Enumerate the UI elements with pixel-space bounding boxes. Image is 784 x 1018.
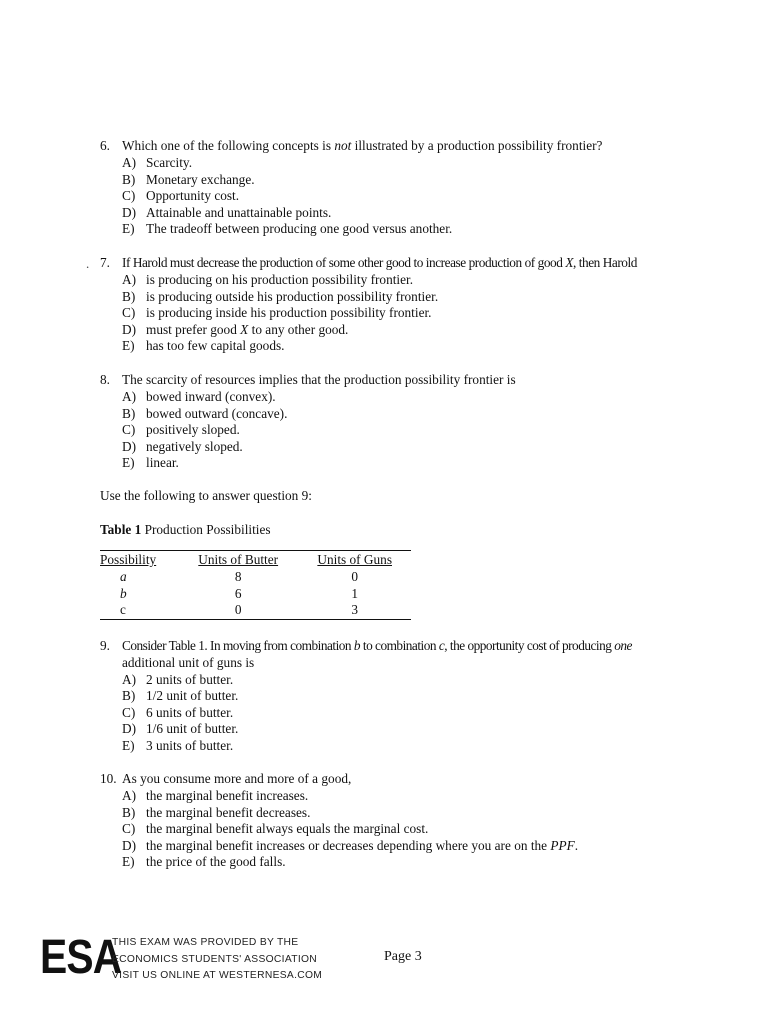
header-guns: Units of Guns (317, 552, 392, 567)
table-row (100, 569, 411, 586)
option-a: A) is producing on his production possibility frontier. (122, 272, 414, 287)
question-text: Consider Table 1. In moving from combination b to combination c, the opportunity cost of producing one (122, 638, 632, 653)
option-a: A) Scarcity. (122, 155, 193, 170)
cell-possibility: b (120, 585, 127, 601)
question-number: 6. (100, 138, 110, 153)
cell-guns: 0 (351, 569, 359, 584)
question-8 (100, 372, 720, 472)
esa-notice-line: THIS EXAM WAS PROVIDED BY THE (112, 937, 299, 948)
option-b: B) is producing outside his production possibility frontier. (122, 288, 439, 304)
option-e: E) the price of the good falls. (122, 854, 286, 869)
option-c: C) Opportunity cost. (122, 188, 240, 203)
esa-notice-line: VISIT US ONLINE AT WESTERNESA.COM (112, 970, 323, 981)
esa-logo: ESA (40, 931, 122, 984)
option-b: B) the marginal benefit decreases. (122, 804, 311, 820)
question-text-line2: additional unit of guns is (122, 655, 255, 670)
question-7 (100, 255, 720, 355)
option-d: D) Attainable and unattainable points. (122, 204, 332, 220)
option-c: C) 6 units of butter. (122, 704, 234, 720)
option-b: B) 1/2 unit of butter. (122, 688, 239, 703)
table-row (100, 586, 411, 603)
option-c: C) positively sloped. (122, 422, 240, 437)
option-e: E) The tradeoff between producing one good versus another. (122, 221, 453, 236)
option-e: E) 3 units of butter. (122, 737, 234, 753)
header-butter: Units of Butter (198, 552, 279, 567)
question-6 (100, 138, 720, 238)
option-e: E) linear. (122, 455, 179, 470)
question-text: Which one of the following concepts is not illustrated by a production possibility frontier? (122, 138, 603, 153)
production-possibilities-table (100, 550, 411, 620)
option-e: E) has too few capital goods. (122, 338, 285, 353)
question-number: 10. (100, 771, 117, 786)
option-d: D) the marginal benefit increases or decreases depending where you are on the PPF. (122, 837, 579, 853)
esa-notice-line: ECONOMICS STUDENTS' ASSOCIATION (112, 953, 318, 965)
esa-notice (112, 935, 322, 985)
question-number: 7. (100, 255, 110, 270)
question-number: 9. (100, 638, 110, 653)
option-d: D) must prefer good X to any other good. (122, 321, 349, 337)
option-c: C) the marginal benefit always equals the marginal cost. (122, 821, 429, 836)
option-b: B) Monetary exchange. (122, 171, 255, 187)
cell-guns: 1 (351, 585, 359, 601)
cell-guns: 3 (351, 602, 359, 617)
option-d: D) 1/6 unit of butter. (122, 721, 239, 736)
question-text: The scarcity of resources implies that the production possibility frontier is (122, 372, 516, 387)
question-text: If Harold must decrease the production of some other good to increase production of good X, then Harold (122, 255, 637, 270)
header-possibility: Possibility (100, 552, 157, 567)
question-10 (100, 771, 720, 871)
question-text: As you consume more and more of a good, (122, 771, 352, 786)
option-a: A) bowed inward (convex). (122, 389, 276, 404)
margin-mark: . (86, 256, 90, 271)
table-header-row (100, 551, 411, 570)
option-a: A) 2 units of butter. (122, 671, 234, 687)
option-d: D) negatively sloped. (122, 438, 243, 454)
table-caption: Table 1 Production Possibilities (100, 522, 271, 537)
cell-possibility: c (120, 602, 126, 617)
cell-butter: 0 (234, 602, 242, 617)
cell-butter: 8 (234, 569, 242, 584)
table-row (100, 602, 411, 619)
cell-butter: 6 (234, 585, 242, 601)
question-number: 8. (100, 372, 110, 387)
question-9 (100, 638, 720, 758)
page-number: Page 3 (384, 949, 422, 964)
option-a: A) the marginal benefit increases. (122, 788, 309, 803)
cell-possibility: a (120, 569, 127, 584)
table-intro: Use the following to answer question 9: (100, 488, 312, 503)
option-b: B) bowed outward (concave). (122, 405, 288, 421)
option-c: C) is producing inside his production possibility frontier. (122, 305, 432, 320)
